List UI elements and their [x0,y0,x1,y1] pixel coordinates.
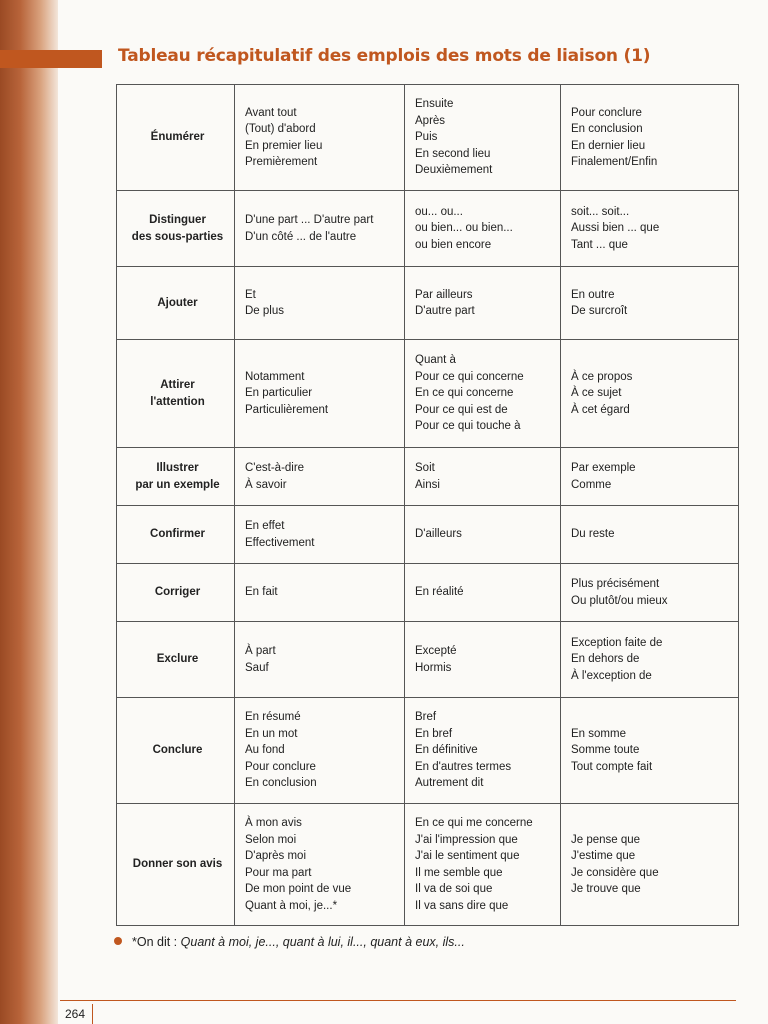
cell-line: Quant à moi, je...* [245,899,338,912]
table-cell [405,267,561,340]
row-header-line: Énumérer [150,131,205,144]
footnote [114,935,465,949]
cell-line: En outre [571,288,615,301]
cell-line: Effectivement [245,536,315,549]
cell-line: Somme toute [571,744,640,757]
cell-line: Plus précisément [571,578,660,590]
cell-line: En second lieu [415,147,491,160]
cell-line: En réalité [415,586,464,599]
cell-line: À part [245,645,276,657]
cell-line: Deuxièmement [415,164,493,177]
cell-line: À l'exception de [571,669,652,682]
cell-line: D'une part ... D'autre part [245,214,374,226]
row-header-line: Exclure [156,653,199,666]
table-cell [405,340,561,448]
table-cell [405,191,561,267]
table-row [117,448,739,506]
book-spine-shadow [0,0,58,1024]
cell-line: En premier lieu [245,139,323,152]
cell-line: J'ai le sentiment que [415,850,520,862]
row-header-line: Illustrer [156,462,199,474]
cell-line: Par ailleurs [415,288,473,301]
row-header-line: Confirmer [150,528,205,541]
cell-line: En un mot [245,727,298,740]
table-cell [561,340,739,448]
table-row [117,506,739,564]
row-header-cell [117,267,235,340]
table-cell [405,564,561,622]
cell-line: Hormis [415,661,452,674]
table-cell [235,564,405,622]
cell-line: Soit [415,462,435,474]
liaison-words-table [116,84,739,926]
cell-line: Sauf [245,661,269,674]
cell-line: C'est-à-dire [245,462,305,474]
cell-line: À ce propos [571,370,633,383]
cell-line: Notamment [245,370,305,383]
row-header-cell [117,506,235,564]
table-cell [561,448,739,506]
footer-divider [60,1000,736,1001]
cell-line: Tout compte fait [571,760,653,773]
cell-line: Au fond [245,744,285,757]
table-row [117,267,739,340]
page-title: Tableau récapitulatif des emplois des mots de liaison (1) [118,46,651,66]
footnote-text: Quant à moi, je..., quant à lui, il..., quant à eux, ils... [180,935,465,949]
cell-line: Excepté [415,645,457,657]
cell-line: Pour ce qui est de [415,403,508,416]
table-cell [405,85,561,191]
row-header-line: Donner son avis [132,858,223,871]
table-cell [561,804,739,926]
table-cell [235,622,405,698]
row-header-line: Attirer [160,379,195,391]
cell-line: Je trouve que [571,883,641,895]
cell-line: Puis [415,131,438,144]
cell-line: Pour ma part [245,866,312,879]
cell-line: D'ailleurs [415,528,462,541]
cell-line: Et [245,288,256,301]
cell-line: En fait [245,586,278,599]
table-row [117,564,739,622]
cell-line: En dehors de [571,653,640,666]
cell-line: ou bien encore [415,238,492,251]
row-header-line: l'attention [150,395,205,408]
table-cell [235,448,405,506]
cell-line: Pour conclure [245,760,316,773]
cell-line: En d'autres termes [415,760,512,773]
cell-line: Quant à [415,354,456,367]
cell-line: En définitive [415,744,478,757]
cell-line: Pour ce qui touche à [415,420,521,433]
cell-line: Selon moi [245,833,297,846]
table-cell [405,804,561,926]
cell-line: Tant ... que [571,238,628,251]
cell-line: De plus [245,305,284,317]
cell-line: Comme [571,478,612,491]
cell-line: À ce sujet [571,387,622,400]
table-cell [235,191,405,267]
cell-line: En résumé [245,711,301,724]
footnote-bullet-icon [114,937,122,945]
cell-line: Par exemple [571,462,636,474]
row-header-cell [117,191,235,267]
table-cell [561,267,739,340]
table-row [117,804,739,926]
table-cell [561,191,739,267]
cell-line: À mon avis [245,817,302,829]
row-header-cell [117,698,235,804]
cell-line: Avant tout [245,106,297,119]
cell-line: Ensuite [415,98,454,111]
cell-line: Ou plutôt/ou mieux [571,594,668,607]
cell-line: À savoir [245,478,287,491]
cell-line: ou... ou... [415,205,463,218]
table-cell [235,340,405,448]
cell-line: Il va sans dire que [415,899,509,912]
row-header-cell [117,622,235,698]
cell-line: En ce qui me concerne [415,817,533,829]
cell-line: D'un côté ... de l'autre [245,230,357,243]
table-cell [561,564,739,622]
cell-line: Particulièrement [245,403,329,416]
cell-line: Après [415,114,446,127]
cell-line: Je pense que [571,833,641,846]
table-cell [561,85,739,191]
row-header-line: Distinguer [149,214,206,226]
table-cell [405,448,561,506]
row-header-line: par un exemple [135,478,220,491]
cell-line: Du reste [571,528,615,541]
cell-line: ou bien... ou bien... [415,222,513,235]
cell-line: Exception faite de [571,636,663,649]
table-cell [405,622,561,698]
row-header-line: Corriger [154,586,201,599]
title-accent-bar [0,50,102,68]
row-header-cell [117,340,235,448]
cell-line: De surcroît [571,305,628,317]
page-number: 264 [60,1004,93,1024]
table-row [117,340,739,448]
footnote-prefix: *On dit : [132,935,181,949]
cell-line: En conclusion [245,777,317,790]
table-cell [235,698,405,804]
cell-line: Finalement/Enfin [571,156,658,168]
cell-line: Il me semble que [415,866,503,879]
table-cell [561,506,739,564]
row-header-line: des sous-parties [131,230,224,243]
row-header-line: Conclure [152,744,203,757]
cell-line: En effet [245,520,285,532]
table-row [117,85,739,191]
table-cell [561,698,739,804]
table-cell [405,506,561,564]
cell-line: J'ai l'impression que [415,833,518,846]
cell-line: soit... soit... [571,205,630,218]
cell-line: Je considère que [571,866,659,879]
table-row [117,698,739,804]
cell-line: Pour conclure [571,106,642,119]
row-header-cell [117,85,235,191]
cell-line: J'estime que [571,850,636,862]
table-cell [561,622,739,698]
table-cell [235,506,405,564]
cell-line: Bref [415,711,437,724]
cell-line: Autrement dit [415,777,484,790]
cell-line: En somme [571,727,626,740]
table-row [117,622,739,698]
table-cell [235,85,405,191]
table-cell [405,698,561,804]
cell-line: Pour ce qui concerne [415,370,524,383]
cell-line: (Tout) d'abord [245,123,316,135]
row-header-cell [117,804,235,926]
row-header-line: Ajouter [157,296,198,309]
cell-line: En bref [415,727,453,740]
cell-line: D'après moi [245,850,306,862]
row-header-cell [117,564,235,622]
cell-line: En dernier lieu [571,139,646,152]
table-row [117,191,739,267]
cell-line: D'autre part [415,305,475,317]
cell-line: En particulier [245,387,313,400]
table-cell [235,804,405,926]
table-cell [235,267,405,340]
cell-line: De mon point de vue [245,883,352,895]
cell-line: À cet égard [571,403,630,416]
row-header-cell [117,448,235,506]
cell-line: Premièrement [245,156,318,168]
cell-line: Il va de soi que [415,883,493,895]
cell-line: En ce qui concerne [415,387,514,400]
cell-line: En conclusion [571,123,643,135]
cell-line: Ainsi [415,478,440,491]
cell-line: Aussi bien ... que [571,222,660,235]
